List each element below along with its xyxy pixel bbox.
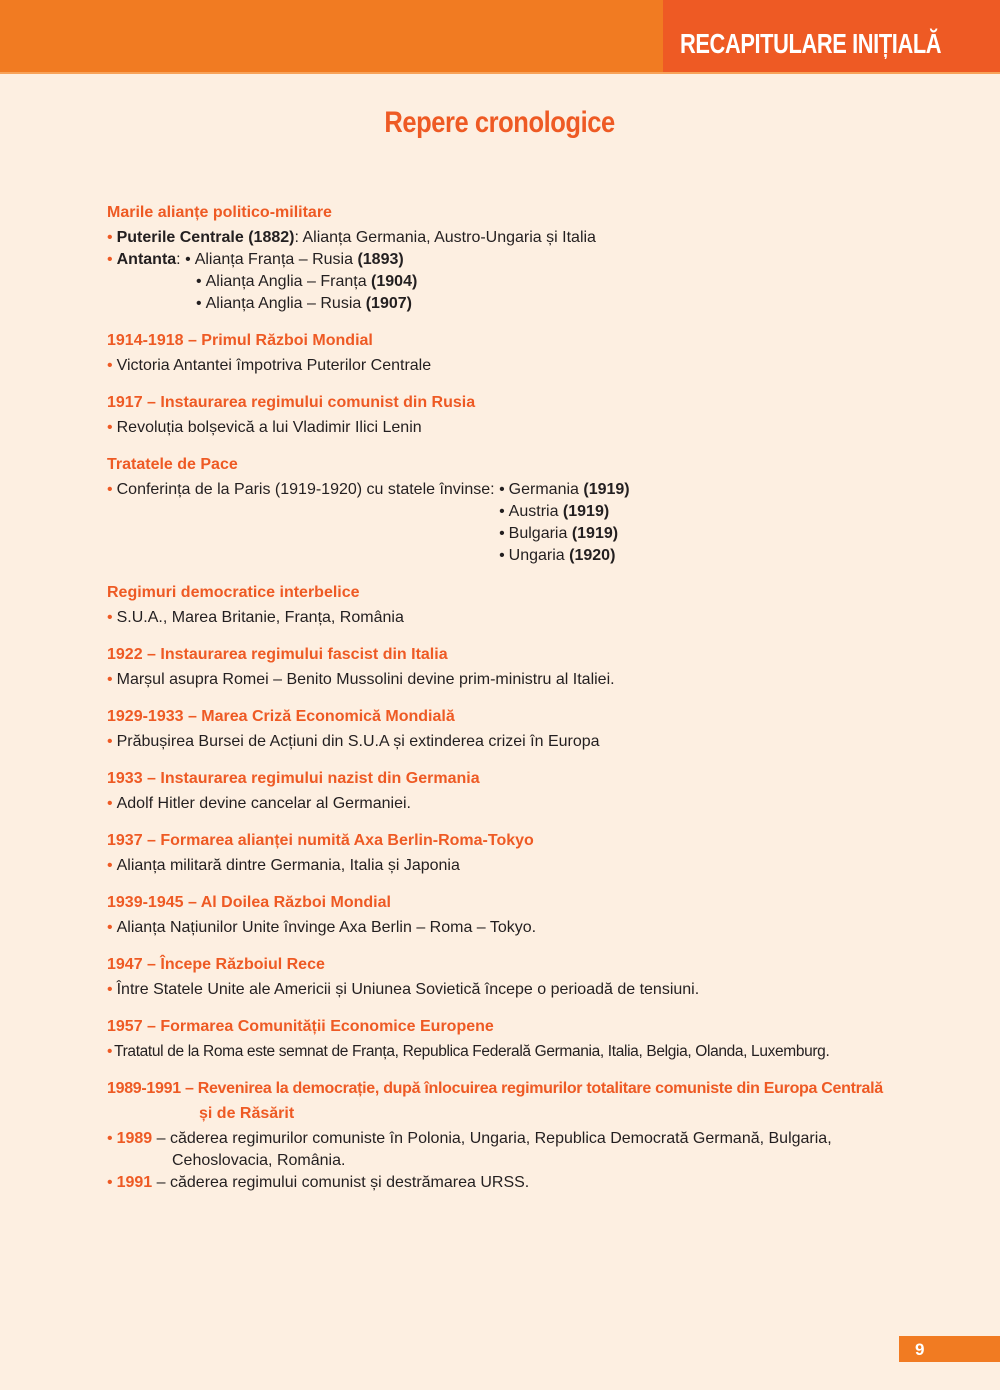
item-text: Alianța militară dintre Germania, Italia și Japonia bbox=[116, 857, 460, 874]
section-heading: 1933 – Instaurarea regimului nazist din Germania bbox=[107, 770, 480, 787]
bullet-icon: • bbox=[107, 419, 113, 436]
item-text: Conferința de la Paris (1919-1920) cu statele învinse: bbox=[116, 481, 495, 498]
sub-item-year: (1919) bbox=[583, 481, 630, 498]
bullet-icon: • bbox=[107, 795, 113, 812]
list-item bbox=[107, 669, 937, 691]
bullet-icon: • bbox=[107, 357, 113, 374]
bullet-icon: • bbox=[107, 857, 113, 874]
bullet-icon: • bbox=[107, 733, 113, 750]
section-eec bbox=[107, 1016, 937, 1063]
section-ww2 bbox=[107, 892, 937, 939]
section-democracy-return bbox=[107, 1078, 937, 1194]
section-heading: Tratatele de Pace bbox=[107, 456, 238, 473]
sub-item-text: Austria bbox=[508, 503, 563, 520]
bullet-icon: • bbox=[107, 229, 113, 246]
sub-item-text: Alianța Anglia – Franța bbox=[205, 273, 372, 290]
bullet-icon: • bbox=[107, 671, 113, 688]
sub-item bbox=[499, 545, 630, 567]
header-divider bbox=[0, 72, 1000, 74]
page-title bbox=[0, 106, 1000, 140]
sub-item bbox=[499, 479, 630, 501]
central-powers-text: : Alianța Germania, Austro-Ungaria și Italia bbox=[294, 229, 596, 246]
chapter-title: RECAPITULARE INIȚIALĂ bbox=[680, 28, 942, 59]
section-heading: 1937 – Formarea alianței numită Axa Berlin-Roma-Tokyo bbox=[107, 832, 534, 849]
list-item bbox=[107, 979, 937, 1001]
section-germany bbox=[107, 768, 937, 815]
item-text: Victoria Antantei împotriva Puterilor Centrale bbox=[116, 357, 432, 374]
section-treaties bbox=[107, 454, 937, 567]
bullet-icon: • bbox=[196, 295, 202, 312]
bullet-icon: • bbox=[107, 1043, 113, 1060]
list-item bbox=[107, 793, 937, 815]
bullet-icon: • bbox=[196, 273, 202, 290]
section-heading-line2: și de Răsărit bbox=[199, 1105, 295, 1122]
sub-item-text: Alianța Franța – Rusia bbox=[194, 251, 358, 268]
sub-item bbox=[499, 501, 630, 523]
item-text: Adolf Hitler devine cancelar al Germaniei. bbox=[116, 795, 411, 812]
page-title-text: Repere cronologice bbox=[384, 106, 616, 139]
list-item bbox=[107, 1128, 937, 1150]
section-democracies bbox=[107, 582, 937, 629]
bullet-icon: • bbox=[107, 1174, 113, 1191]
section-coldwar bbox=[107, 954, 937, 1001]
item-text: S.U.A., Marea Britanie, Franța, România bbox=[116, 609, 404, 626]
section-heading-line1: 1989-1991 – Revenirea la democrație, după înlocuirea regimurilor totalitare comuniste din Europa Centrală bbox=[107, 1080, 883, 1097]
section-heading: 1922 – Instaurarea regimului fascist din Italia bbox=[107, 646, 448, 663]
section-heading: 1957 – Formarea Comunității Economice Europene bbox=[107, 1018, 494, 1035]
item-year: 1989 bbox=[116, 1130, 153, 1147]
list-item bbox=[107, 731, 937, 753]
section-heading: 1939-1945 – Al Doilea Război Mondial bbox=[107, 894, 391, 911]
list-item bbox=[107, 479, 937, 567]
sub-item-year: (1920) bbox=[569, 547, 616, 564]
item-text: – căderea regimurilor comuniste în Polonia, Ungaria, Republica Democrată Germană, Bulgaria, bbox=[152, 1130, 832, 1147]
list-item bbox=[107, 355, 937, 377]
list-item bbox=[107, 271, 937, 293]
treaty-country-list bbox=[499, 479, 630, 567]
list-item bbox=[107, 607, 937, 629]
list-item bbox=[107, 1172, 937, 1194]
list-item bbox=[107, 417, 937, 439]
bullet-icon: • bbox=[107, 481, 113, 498]
bullet-icon: • bbox=[499, 481, 505, 498]
list-item-continuation: Cehoslovacia, România. bbox=[172, 1152, 346, 1169]
sub-item-year: (1904) bbox=[371, 273, 418, 290]
section-heading: Marile alianțe politico-militare bbox=[107, 204, 332, 221]
item-text: – căderea regimului comunist și destrămarea URSS. bbox=[152, 1174, 530, 1191]
section-heading: 1929-1933 – Marea Criză Economică Mondială bbox=[107, 708, 455, 725]
item-text: Revoluția bolșevică a lui Vladimir Ilici Lenin bbox=[116, 419, 422, 436]
antanta-label: Antanta bbox=[116, 251, 177, 268]
list-item bbox=[107, 249, 937, 271]
item-year: 1991 bbox=[116, 1174, 153, 1191]
section-heading: 1917 – Instaurarea regimului comunist din Rusia bbox=[107, 394, 476, 411]
treaty-conference bbox=[107, 479, 499, 567]
section-alliances bbox=[107, 202, 937, 315]
list-item bbox=[107, 917, 937, 939]
list-item bbox=[107, 1041, 937, 1063]
sub-item-text: Germania bbox=[508, 481, 584, 498]
bullet-icon: • bbox=[499, 547, 505, 564]
section-italy bbox=[107, 644, 937, 691]
bullet-icon: • bbox=[107, 981, 113, 998]
sub-item-year: (1919) bbox=[571, 525, 619, 542]
page-number-box bbox=[899, 1336, 1000, 1362]
section-ww1 bbox=[107, 330, 937, 377]
sub-item-year: (1907) bbox=[365, 295, 412, 312]
page-number: 9 bbox=[915, 1340, 925, 1359]
sub-item-text: Alianța Anglia – Rusia bbox=[205, 295, 366, 312]
item-text: Între Statele Unite ale Americii și Uniunea Sovietică începe o perioadă de tensiuni. bbox=[116, 981, 700, 998]
section-axis bbox=[107, 830, 937, 877]
list-item bbox=[107, 227, 937, 249]
sub-item-year: (1893) bbox=[357, 251, 404, 268]
section-crisis bbox=[107, 706, 937, 753]
sub-item-text: Ungaria bbox=[508, 547, 570, 564]
section-heading: 1947 – Începe Războiul Rece bbox=[107, 956, 325, 973]
sub-item-text: Bulgaria bbox=[508, 525, 572, 542]
bullet-icon: • bbox=[107, 1130, 113, 1147]
bullet-icon: • bbox=[107, 251, 113, 268]
item-text: Marșul asupra Romei – Benito Mussolini devine prim-ministru al Italiei. bbox=[116, 671, 615, 688]
section-heading: Regimuri democratice interbelice bbox=[107, 584, 360, 601]
section-russia bbox=[107, 392, 937, 439]
item-text: Prăbușirea Bursei de Acțiuni din S.U.A și extinderea crizei în Europa bbox=[116, 733, 600, 750]
item-text: Tratatul de la Roma este semnat de Franța, Republica Federală Germania, Italia, Belgia, Olanda, Luxemburg. bbox=[114, 1043, 830, 1060]
bullet-icon: • bbox=[107, 609, 113, 626]
timeline-content bbox=[107, 202, 937, 1209]
bullet-icon: • bbox=[185, 251, 191, 268]
bullet-icon: • bbox=[107, 919, 113, 936]
item-text: Alianța Națiunilor Unite învinge Axa Berlin – Roma – Tokyo. bbox=[116, 919, 537, 936]
antanta-colon: : bbox=[176, 251, 181, 268]
central-powers-label: Puterile Centrale (1882) bbox=[116, 229, 295, 246]
bullet-icon: • bbox=[499, 525, 505, 542]
list-item bbox=[107, 293, 937, 315]
section-heading: 1914-1918 – Primul Război Mondial bbox=[107, 332, 373, 349]
sub-item bbox=[499, 523, 630, 545]
bullet-icon: • bbox=[499, 503, 505, 520]
list-item bbox=[107, 855, 937, 877]
sub-item-year: (1919) bbox=[562, 503, 610, 520]
